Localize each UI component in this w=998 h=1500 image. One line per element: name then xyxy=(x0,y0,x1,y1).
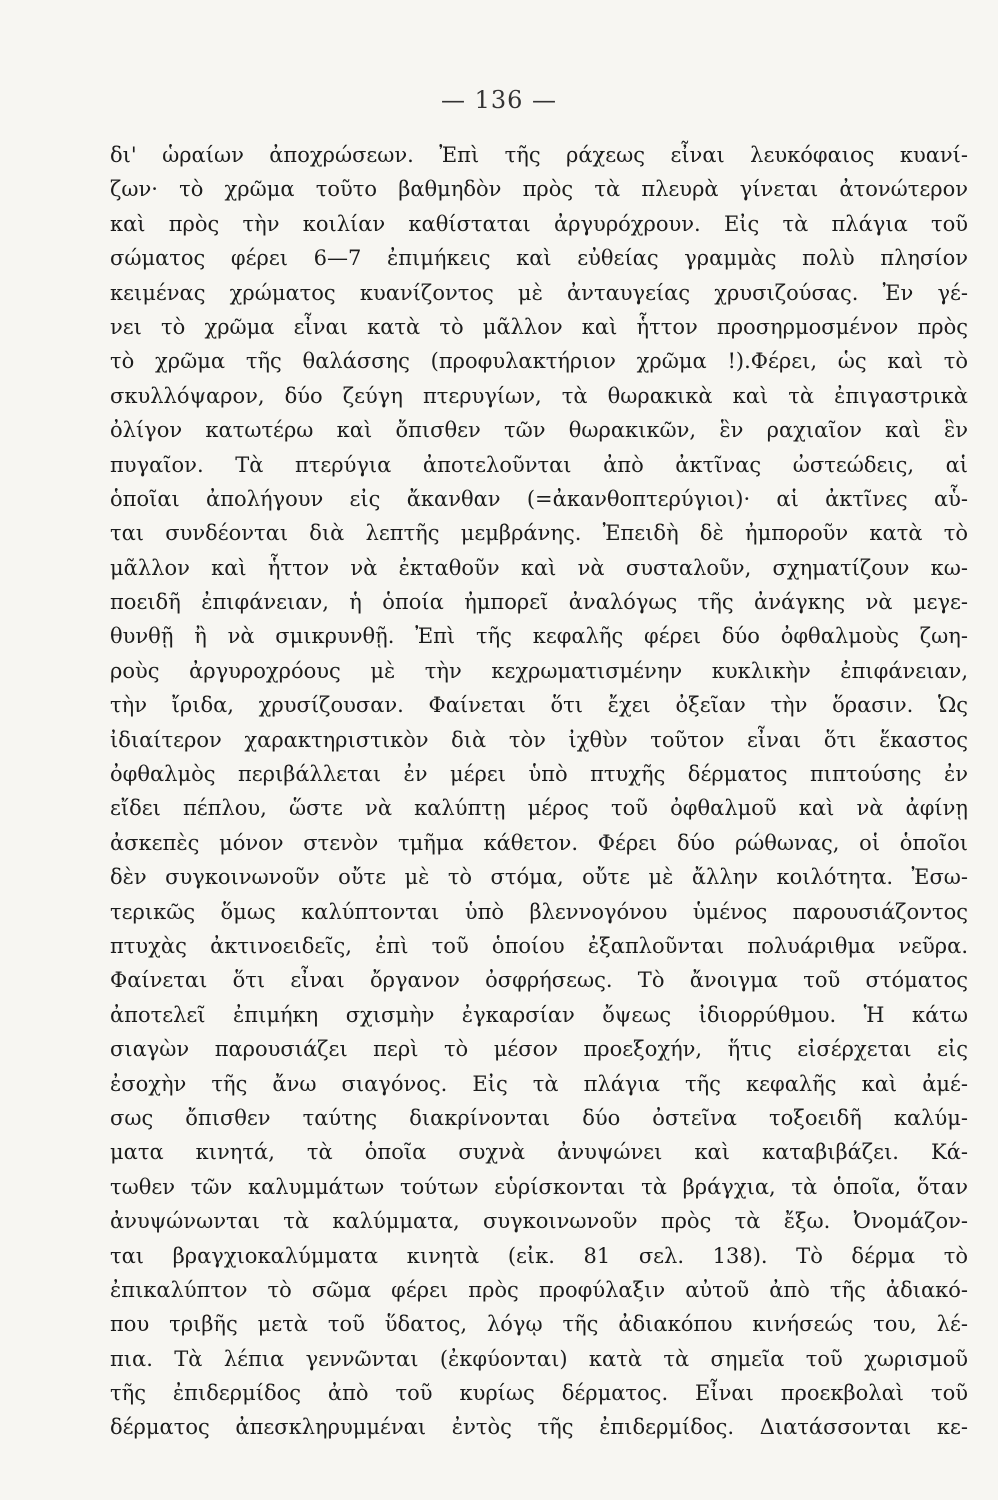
text-line: σιαγὼν παρουσιάζει περὶ τὸ μέσον προεξοχήν, ἥτις εἰσέρχεται εἰς xyxy=(110,1037,968,1062)
text-line: σώματος φέρει 6—7 ἐπιμήκεις καὶ εὐθείας γραμμὰς πολὺ πλησίον xyxy=(110,246,968,271)
text-line: δέρματος ἀπεσκληρυμμέναι ἐντὸς τῆς ἐπιδερμίδος. Διατάσσονται κε- xyxy=(110,1415,968,1440)
text-line: εἴδει πέπλου, ὥστε νὰ καλύπτῃ μέρος τοῦ ὀφθαλμοῦ καὶ νὰ ἀφίνῃ xyxy=(110,796,968,821)
text-line: τὸ χρῶμα τῆς θαλάσσης (προφυλακτήριον χρῶμα !).Φέρει, ὡς καὶ τὸ xyxy=(110,349,968,374)
text-line: τὴν ἴριδα, χρυσίζουσαν. Φαίνεται ὅτι ἔχει ὀξεῖαν τὴν ὅρασιν. Ὡς xyxy=(110,693,968,718)
text-line: ται συνδέονται διὰ λεπτῆς μεμβράνης. Ἐπειδὴ δὲ ἠμποροῦν κατὰ τὸ xyxy=(110,521,968,546)
text-line: ἀνυψώνωνται τὰ καλύμματα, συγκοινωνοῦν πρὸς τὰ ἔξω. Ὀνομάζον- xyxy=(110,1209,968,1234)
text-line: νει τὸ χρῶμα εἶναι κατὰ τὸ μᾶλλον καὶ ἧττον προσηρμοσμένον πρὸς xyxy=(110,314,968,339)
text-line: δι' ὡραίων ἀποχρώσεων. Ἐπὶ τῆς ράχεως εἶναι λευκόφαιος κυανί- xyxy=(110,143,968,167)
text-line: ἰδιαίτερον χαρακτηριστικὸν διὰ τὸν ἰχθὺν τοῦτον εἶναι ὅτι ἕκαστος xyxy=(110,727,968,752)
text-line: πτυχὰς ἀκτινοειδεῖς, ἐπὶ τοῦ ὁποίου ἐξαπλοῦνται πολυάριθμα νεῦρα. xyxy=(110,933,968,958)
text-line: πια. Τὰ λέπια γεννῶνται (ἐκφύονται) κατὰ τὰ σημεῖα τοῦ χωρισμοῦ xyxy=(110,1346,968,1371)
text-line: τῆς ἐπιδερμίδος ἀπὸ τοῦ κυρίως δέρματος. Εἶναι προεκβολαὶ τοῦ xyxy=(110,1381,968,1406)
text-line: ἐπικαλύπτον τὸ σῶμα φέρει πρὸς προφύλαξιν αὐτοῦ ἀπὸ τῆς ἀδιακό- xyxy=(110,1277,968,1302)
text-line: καὶ πρὸς τὴν κοιλίαν καθίσταται ἀργυρόχρουν. Εἰς τὰ πλάγια τοῦ xyxy=(110,211,968,236)
text-line: ὀλίγον κατωτέρω καὶ ὄπισθεν τῶν θωρακικῶν, ἓν ραχιαῖον καὶ ἓν xyxy=(110,418,968,443)
text-line: ἀποτελεῖ ἐπιμήκη σχισμὴν ἐγκαρσίαν ὄψεως ἰδιορρύθμου. Ἡ κάτω xyxy=(110,1002,968,1027)
text-line: μᾶλλον καὶ ἧττον νὰ ἐκταθοῦν καὶ νὰ συσταλοῦν, σχηματίζουν κω- xyxy=(110,555,968,580)
text-line: ἐσοχὴν τῆς ἄνω σιαγόνος. Εἰς τὰ πλάγια τῆς κεφαλῆς καὶ ἀμέ- xyxy=(110,1071,968,1096)
text-line: θυνθῇ ἢ νὰ σμικρυνθῇ. Ἐπὶ τῆς κεφαλῆς φέρει δύο ὀφθαλμοὺς ζωη- xyxy=(110,624,968,649)
page-number: — 136 — xyxy=(440,86,558,114)
text-line: Φαίνεται ὅτι εἶναι ὄργανον ὀσφρήσεως. Τὸ ἄνοιγμα τοῦ στόματος xyxy=(110,968,968,993)
text-line: ματα κινητά, τὰ ὁποῖα συχνὰ ἀνυψώνει καὶ καταβιβάζει. Κά- xyxy=(110,1140,968,1165)
text-line: ὀφθαλμὸς περιβάλλεται ἐν μέρει ὑπὸ πτυχῆς δέρματος πιπτούσης ἐν xyxy=(110,762,968,787)
text-line: σως ὄπισθεν ταύτης διακρίνονται δύο ὀστεῖνα τοξοειδῆ καλύμ- xyxy=(110,1105,968,1130)
text-line: σκυλλόψαρον, δύο ζεύγη πτερυγίων, τὰ θωρακικὰ καὶ τὰ ἐπιγαστρικὰ xyxy=(110,383,968,408)
text-line: που τριβῆς μετὰ τοῦ ὕδατος, λόγῳ τῆς ἀδιακόπου κινήσεώς του, λέ- xyxy=(110,1312,968,1337)
text-line: ὁποῖαι ἀπολήγουν εἰς ἄκανθαν (=ἀκανθοπτερύγιοι)· αἱ ἀκτῖνες αὗ- xyxy=(110,486,968,511)
text-line: δὲν συγκοινωνοῦν οὔτε μὲ τὸ στόμα, οὔτε μὲ ἄλλην κοιλότητα. Ἐσω- xyxy=(110,865,968,890)
body-text xyxy=(110,138,968,1445)
text-line: ἀσκεπὲς μόνον στενὸν τμῆμα κάθετον. Φέρει δύο ρώθωνας, οἱ ὁποῖοι xyxy=(110,830,968,855)
text-line: τερικῶς ὅμως καλύπτονται ὑπὸ βλεννογόνου ὑμένος παρουσιάζοντος xyxy=(110,899,968,924)
text-line: ροὺς ἀργυροχρόους μὲ τὴν κεχρωματισμένην κυκλικὴν ἐπιφάνειαν, xyxy=(110,658,968,683)
text-line: πυγαῖον. Τὰ πτερύγια ἀποτελοῦνται ἀπὸ ἀκτῖνας ὠστεώδεις, αἱ xyxy=(110,452,968,477)
text-line: ζων· τὸ χρῶμα τοῦτο βαθμηδὸν πρὸς τὰ πλευρὰ γίνεται ἀτονώτερον xyxy=(110,177,968,202)
text-line: ποειδῆ ἐπιφάνειαν, ἡ ὁποία ἠμπορεῖ ἀναλόγως τῆς ἀνάγκης νὰ μεγε- xyxy=(110,590,968,615)
text-line: τωθεν τῶν καλυμμάτων τούτων εὑρίσκονται τὰ βράγχια, τὰ ὁποῖα, ὅταν xyxy=(110,1174,968,1199)
text-line: κειμένας χρώματος κυανίζοντος μὲ ἀνταυγείας χρυσιζούσας. Ἐν γέ- xyxy=(110,280,968,305)
text-line: ται βραγχιοκαλύμματα κινητὰ (εἰκ. 81 σελ. 138). Τὸ δέρμα τὸ xyxy=(110,1243,968,1268)
